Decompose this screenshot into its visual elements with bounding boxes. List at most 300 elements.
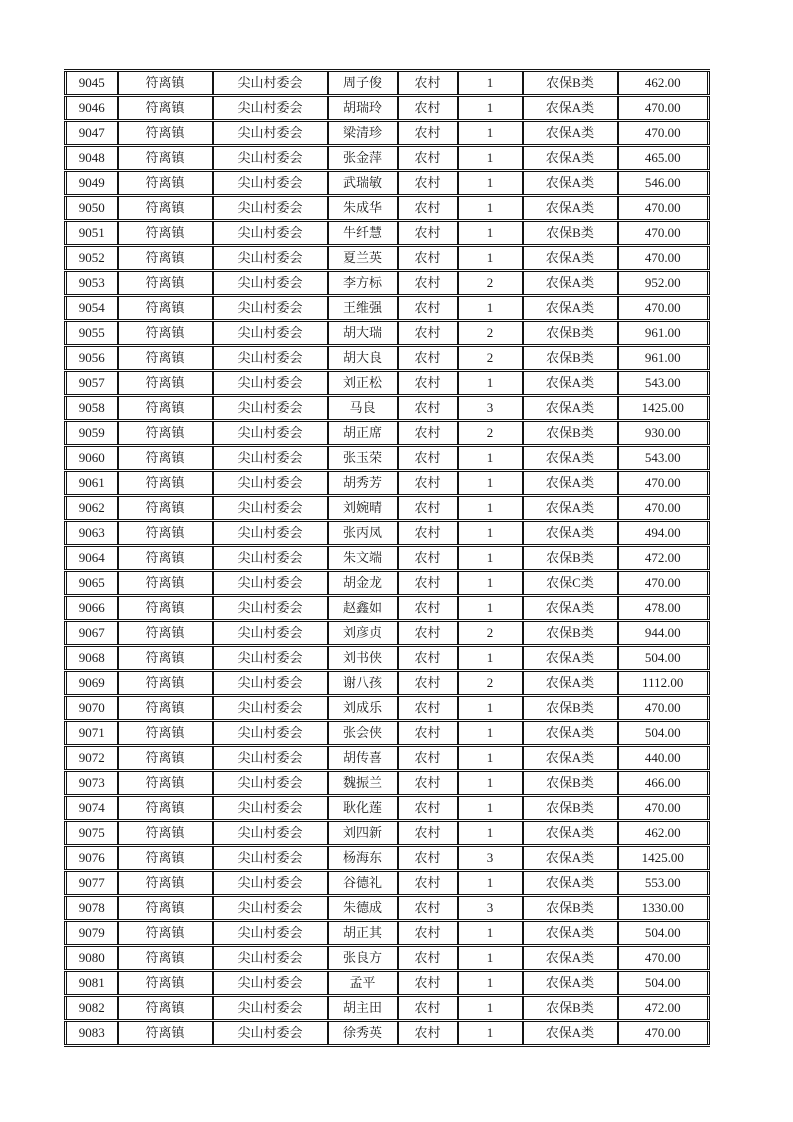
cell-amount: 470.00 <box>618 221 709 246</box>
cell-village-committee: 尖山村委会 <box>213 821 328 846</box>
cell-person-count: 2 <box>458 671 523 696</box>
table-row <box>66 596 709 621</box>
cell-town: 符离镇 <box>118 896 213 921</box>
cell-insurance-type: 农保A类 <box>523 471 618 496</box>
cell-person-count: 3 <box>458 896 523 921</box>
cell-record-id: 9076 <box>66 846 118 871</box>
cell-residence-type: 农村 <box>398 546 458 571</box>
cell-residence-type: 农村 <box>398 196 458 221</box>
cell-amount: 504.00 <box>618 721 709 746</box>
cell-person-name: 张玉荣 <box>328 446 398 471</box>
cell-insurance-type: 农保A类 <box>523 721 618 746</box>
cell-person-count: 1 <box>458 96 523 121</box>
cell-town: 符离镇 <box>118 571 213 596</box>
cell-person-count: 2 <box>458 621 523 646</box>
cell-residence-type: 农村 <box>398 396 458 421</box>
cell-amount: 944.00 <box>618 621 709 646</box>
cell-town: 符离镇 <box>118 421 213 446</box>
cell-record-id: 9065 <box>66 571 118 596</box>
cell-person-name: 张金萍 <box>328 146 398 171</box>
cell-residence-type: 农村 <box>398 146 458 171</box>
cell-town: 符离镇 <box>118 371 213 396</box>
table-row <box>66 796 709 821</box>
cell-record-id: 9051 <box>66 221 118 246</box>
cell-person-count: 1 <box>458 946 523 971</box>
cell-record-id: 9069 <box>66 671 118 696</box>
cell-amount: 470.00 <box>618 571 709 596</box>
cell-insurance-type: 农保A类 <box>523 371 618 396</box>
cell-insurance-type: 农保B类 <box>523 771 618 796</box>
cell-insurance-type: 农保A类 <box>523 146 618 171</box>
cell-town: 符离镇 <box>118 621 213 646</box>
table-row <box>66 696 709 721</box>
cell-town: 符离镇 <box>118 746 213 771</box>
cell-record-id: 9056 <box>66 346 118 371</box>
cell-insurance-type: 农保B类 <box>523 546 618 571</box>
table-row <box>66 96 709 121</box>
cell-amount: 470.00 <box>618 1021 709 1046</box>
cell-insurance-type: 农保A类 <box>523 921 618 946</box>
cell-person-name: 马良 <box>328 396 398 421</box>
cell-person-name: 刘婉晴 <box>328 496 398 521</box>
table-row <box>66 821 709 846</box>
cell-town: 符离镇 <box>118 796 213 821</box>
cell-village-committee: 尖山村委会 <box>213 996 328 1021</box>
cell-insurance-type: 农保A类 <box>523 821 618 846</box>
cell-person-name: 胡传喜 <box>328 746 398 771</box>
cell-village-committee: 尖山村委会 <box>213 221 328 246</box>
table-row <box>66 246 709 271</box>
cell-person-name: 胡秀芳 <box>328 471 398 496</box>
cell-person-name: 谷德礼 <box>328 871 398 896</box>
cell-record-id: 9060 <box>66 446 118 471</box>
cell-person-name: 武瑞敏 <box>328 171 398 196</box>
cell-residence-type: 农村 <box>398 446 458 471</box>
cell-town: 符离镇 <box>118 846 213 871</box>
cell-village-committee: 尖山村委会 <box>213 421 328 446</box>
cell-record-id: 9082 <box>66 996 118 1021</box>
cell-village-committee: 尖山村委会 <box>213 496 328 521</box>
cell-village-committee: 尖山村委会 <box>213 596 328 621</box>
cell-residence-type: 农村 <box>398 221 458 246</box>
cell-residence-type: 农村 <box>398 371 458 396</box>
cell-town: 符离镇 <box>118 346 213 371</box>
cell-town: 符离镇 <box>118 696 213 721</box>
cell-amount: 478.00 <box>618 596 709 621</box>
table-row <box>66 446 709 471</box>
cell-person-name: 谢八孩 <box>328 671 398 696</box>
cell-town: 符离镇 <box>118 471 213 496</box>
cell-residence-type: 农村 <box>398 871 458 896</box>
table-row <box>66 71 709 96</box>
cell-insurance-type: 农保A类 <box>523 96 618 121</box>
cell-residence-type: 农村 <box>398 421 458 446</box>
cell-insurance-type: 农保B类 <box>523 696 618 721</box>
cell-insurance-type: 农保A类 <box>523 496 618 521</box>
cell-town: 符离镇 <box>118 271 213 296</box>
cell-record-id: 9066 <box>66 596 118 621</box>
cell-residence-type: 农村 <box>398 671 458 696</box>
cell-amount: 470.00 <box>618 796 709 821</box>
cell-village-committee: 尖山村委会 <box>213 721 328 746</box>
table-row <box>66 121 709 146</box>
cell-town: 符离镇 <box>118 171 213 196</box>
cell-town: 符离镇 <box>118 446 213 471</box>
cell-person-name: 刘成乐 <box>328 696 398 721</box>
cell-person-name: 夏兰英 <box>328 246 398 271</box>
cell-town: 符离镇 <box>118 596 213 621</box>
cell-person-name: 朱文端 <box>328 546 398 571</box>
cell-town: 符离镇 <box>118 671 213 696</box>
table-row <box>66 1021 709 1046</box>
cell-village-committee: 尖山村委会 <box>213 196 328 221</box>
cell-amount: 961.00 <box>618 321 709 346</box>
cell-person-name: 张丙凤 <box>328 521 398 546</box>
cell-insurance-type: 农保A类 <box>523 396 618 421</box>
cell-person-name: 刘正松 <box>328 371 398 396</box>
cell-record-id: 9049 <box>66 171 118 196</box>
cell-person-name: 张会侠 <box>328 721 398 746</box>
cell-person-count: 1 <box>458 1021 523 1046</box>
cell-village-committee: 尖山村委会 <box>213 621 328 646</box>
table-row <box>66 321 709 346</box>
cell-insurance-type: 农保A类 <box>523 196 618 221</box>
cell-amount: 440.00 <box>618 746 709 771</box>
cell-person-count: 1 <box>458 246 523 271</box>
cell-person-name: 胡大瑞 <box>328 321 398 346</box>
cell-insurance-type: 农保B类 <box>523 346 618 371</box>
cell-record-id: 9057 <box>66 371 118 396</box>
cell-insurance-type: 农保A类 <box>523 121 618 146</box>
cell-insurance-type: 农保C类 <box>523 571 618 596</box>
cell-village-committee: 尖山村委会 <box>213 321 328 346</box>
cell-insurance-type: 农保A类 <box>523 296 618 321</box>
cell-residence-type: 农村 <box>398 921 458 946</box>
cell-insurance-type: 农保A类 <box>523 646 618 671</box>
cell-residence-type: 农村 <box>398 896 458 921</box>
cell-person-name: 胡金龙 <box>328 571 398 596</box>
cell-village-committee: 尖山村委会 <box>213 346 328 371</box>
cell-residence-type: 农村 <box>398 346 458 371</box>
cell-village-committee: 尖山村委会 <box>213 646 328 671</box>
cell-person-count: 1 <box>458 796 523 821</box>
cell-person-name: 牛纤慧 <box>328 221 398 246</box>
cell-amount: 494.00 <box>618 521 709 546</box>
cell-village-committee: 尖山村委会 <box>213 746 328 771</box>
table-row <box>66 296 709 321</box>
cell-insurance-type: 农保A类 <box>523 671 618 696</box>
cell-person-name: 胡瑞玲 <box>328 96 398 121</box>
cell-residence-type: 农村 <box>398 171 458 196</box>
cell-amount: 470.00 <box>618 96 709 121</box>
cell-person-name: 梁清珍 <box>328 121 398 146</box>
cell-insurance-type: 农保B类 <box>523 221 618 246</box>
cell-person-count: 1 <box>458 221 523 246</box>
cell-residence-type: 农村 <box>398 646 458 671</box>
cell-person-count: 2 <box>458 321 523 346</box>
table-row <box>66 471 709 496</box>
cell-town: 符离镇 <box>118 971 213 996</box>
cell-residence-type: 农村 <box>398 996 458 1021</box>
cell-person-count: 1 <box>458 746 523 771</box>
cell-person-count: 1 <box>458 696 523 721</box>
cell-record-id: 9073 <box>66 771 118 796</box>
cell-record-id: 9070 <box>66 696 118 721</box>
cell-record-id: 9068 <box>66 646 118 671</box>
cell-village-committee: 尖山村委会 <box>213 271 328 296</box>
cell-record-id: 9061 <box>66 471 118 496</box>
cell-person-name: 赵鑫如 <box>328 596 398 621</box>
cell-town: 符离镇 <box>118 121 213 146</box>
cell-insurance-type: 农保A类 <box>523 271 618 296</box>
cell-record-id: 9052 <box>66 246 118 271</box>
cell-person-name: 张良方 <box>328 946 398 971</box>
table-row <box>66 971 709 996</box>
cell-amount: 470.00 <box>618 946 709 971</box>
cell-residence-type: 农村 <box>398 246 458 271</box>
table-row <box>66 621 709 646</box>
cell-record-id: 9080 <box>66 946 118 971</box>
cell-insurance-type: 农保A类 <box>523 871 618 896</box>
cell-person-count: 1 <box>458 196 523 221</box>
cell-record-id: 9081 <box>66 971 118 996</box>
cell-person-name: 刘彦贞 <box>328 621 398 646</box>
cell-record-id: 9064 <box>66 546 118 571</box>
cell-person-count: 1 <box>458 446 523 471</box>
cell-village-committee: 尖山村委会 <box>213 921 328 946</box>
cell-record-id: 9046 <box>66 96 118 121</box>
cell-record-id: 9078 <box>66 896 118 921</box>
cell-person-count: 2 <box>458 421 523 446</box>
cell-residence-type: 农村 <box>398 471 458 496</box>
cell-residence-type: 农村 <box>398 696 458 721</box>
cell-village-committee: 尖山村委会 <box>213 1021 328 1046</box>
cell-town: 符离镇 <box>118 821 213 846</box>
cell-amount: 470.00 <box>618 496 709 521</box>
cell-person-count: 1 <box>458 596 523 621</box>
cell-amount: 543.00 <box>618 446 709 471</box>
cell-person-count: 1 <box>458 971 523 996</box>
cell-amount: 470.00 <box>618 121 709 146</box>
cell-village-committee: 尖山村委会 <box>213 671 328 696</box>
cell-amount: 470.00 <box>618 696 709 721</box>
cell-village-committee: 尖山村委会 <box>213 121 328 146</box>
cell-person-name: 朱成华 <box>328 196 398 221</box>
cell-village-committee: 尖山村委会 <box>213 471 328 496</box>
cell-person-count: 1 <box>458 121 523 146</box>
cell-person-count: 3 <box>458 846 523 871</box>
cell-person-count: 1 <box>458 546 523 571</box>
cell-town: 符离镇 <box>118 221 213 246</box>
cell-person-count: 1 <box>458 571 523 596</box>
cell-person-name: 杨海东 <box>328 846 398 871</box>
table-row <box>66 771 709 796</box>
table-row <box>66 871 709 896</box>
cell-record-id: 9071 <box>66 721 118 746</box>
cell-record-id: 9062 <box>66 496 118 521</box>
cell-person-name: 胡大良 <box>328 346 398 371</box>
cell-town: 符离镇 <box>118 1021 213 1046</box>
table-row <box>66 196 709 221</box>
cell-residence-type: 农村 <box>398 771 458 796</box>
cell-person-count: 1 <box>458 996 523 1021</box>
cell-amount: 465.00 <box>618 146 709 171</box>
cell-record-id: 9074 <box>66 796 118 821</box>
cell-residence-type: 农村 <box>398 321 458 346</box>
cell-amount: 472.00 <box>618 996 709 1021</box>
cell-person-name: 王维强 <box>328 296 398 321</box>
cell-insurance-type: 农保B类 <box>523 71 618 96</box>
cell-town: 符离镇 <box>118 321 213 346</box>
cell-town: 符离镇 <box>118 946 213 971</box>
table-row <box>66 146 709 171</box>
cell-residence-type: 农村 <box>398 271 458 296</box>
cell-residence-type: 农村 <box>398 121 458 146</box>
cell-town: 符离镇 <box>118 921 213 946</box>
cell-person-count: 1 <box>458 646 523 671</box>
cell-person-count: 1 <box>458 171 523 196</box>
cell-insurance-type: 农保A类 <box>523 171 618 196</box>
cell-village-committee: 尖山村委会 <box>213 971 328 996</box>
table-row <box>66 671 709 696</box>
cell-amount: 1112.00 <box>618 671 709 696</box>
cell-record-id: 9058 <box>66 396 118 421</box>
cell-insurance-type: 农保A类 <box>523 846 618 871</box>
cell-person-count: 1 <box>458 296 523 321</box>
table-row <box>66 571 709 596</box>
cell-town: 符离镇 <box>118 996 213 1021</box>
table-row <box>66 221 709 246</box>
cell-record-id: 9079 <box>66 921 118 946</box>
cell-person-name: 李方标 <box>328 271 398 296</box>
cell-town: 符离镇 <box>118 196 213 221</box>
cell-village-committee: 尖山村委会 <box>213 796 328 821</box>
cell-person-count: 1 <box>458 496 523 521</box>
cell-village-committee: 尖山村委会 <box>213 96 328 121</box>
cell-town: 符离镇 <box>118 771 213 796</box>
cell-town: 符离镇 <box>118 646 213 671</box>
cell-person-count: 2 <box>458 271 523 296</box>
cell-person-count: 1 <box>458 146 523 171</box>
cell-record-id: 9063 <box>66 521 118 546</box>
table-row <box>66 521 709 546</box>
cell-town: 符离镇 <box>118 496 213 521</box>
cell-town: 符离镇 <box>118 296 213 321</box>
cell-record-id: 9072 <box>66 746 118 771</box>
cell-village-committee: 尖山村委会 <box>213 146 328 171</box>
cell-person-count: 1 <box>458 921 523 946</box>
cell-person-name: 刘书侠 <box>328 646 398 671</box>
table-row <box>66 921 709 946</box>
table-row <box>66 721 709 746</box>
cell-record-id: 9053 <box>66 271 118 296</box>
cell-person-name: 胡正其 <box>328 921 398 946</box>
cell-village-committee: 尖山村委会 <box>213 846 328 871</box>
cell-person-count: 1 <box>458 771 523 796</box>
cell-record-id: 9067 <box>66 621 118 646</box>
cell-residence-type: 农村 <box>398 496 458 521</box>
cell-person-count: 2 <box>458 346 523 371</box>
cell-person-name: 胡正席 <box>328 421 398 446</box>
cell-village-committee: 尖山村委会 <box>213 546 328 571</box>
cell-village-committee: 尖山村委会 <box>213 896 328 921</box>
table-row <box>66 646 709 671</box>
cell-amount: 952.00 <box>618 271 709 296</box>
cell-residence-type: 农村 <box>398 296 458 321</box>
cell-village-committee: 尖山村委会 <box>213 371 328 396</box>
cell-insurance-type: 农保A类 <box>523 521 618 546</box>
cell-person-count: 1 <box>458 521 523 546</box>
cell-village-committee: 尖山村委会 <box>213 71 328 96</box>
cell-person-count: 1 <box>458 821 523 846</box>
cell-residence-type: 农村 <box>398 96 458 121</box>
cell-town: 符离镇 <box>118 521 213 546</box>
table-row <box>66 346 709 371</box>
cell-person-name: 周子俊 <box>328 71 398 96</box>
cell-amount: 504.00 <box>618 971 709 996</box>
cell-insurance-type: 农保A类 <box>523 446 618 471</box>
cell-village-committee: 尖山村委会 <box>213 521 328 546</box>
cell-record-id: 9077 <box>66 871 118 896</box>
cell-amount: 930.00 <box>618 421 709 446</box>
cell-record-id: 9050 <box>66 196 118 221</box>
cell-town: 符离镇 <box>118 871 213 896</box>
cell-person-name: 徐秀英 <box>328 1021 398 1046</box>
cell-insurance-type: 农保B类 <box>523 321 618 346</box>
cell-person-name: 刘四新 <box>328 821 398 846</box>
cell-village-committee: 尖山村委会 <box>213 771 328 796</box>
cell-village-committee: 尖山村委会 <box>213 246 328 271</box>
cell-insurance-type: 农保A类 <box>523 946 618 971</box>
cell-insurance-type: 农保B类 <box>523 621 618 646</box>
cell-insurance-type: 农保B类 <box>523 896 618 921</box>
cell-residence-type: 农村 <box>398 521 458 546</box>
cell-record-id: 9047 <box>66 121 118 146</box>
cell-person-name: 魏振兰 <box>328 771 398 796</box>
table-row <box>66 371 709 396</box>
cell-insurance-type: 农保A类 <box>523 746 618 771</box>
cell-insurance-type: 农保B类 <box>523 996 618 1021</box>
payment-table <box>64 69 710 1047</box>
cell-amount: 1425.00 <box>618 846 709 871</box>
cell-residence-type: 农村 <box>398 846 458 871</box>
cell-person-name: 耿化莲 <box>328 796 398 821</box>
cell-residence-type: 农村 <box>398 596 458 621</box>
cell-town: 符离镇 <box>118 721 213 746</box>
cell-person-count: 1 <box>458 871 523 896</box>
cell-record-id: 9054 <box>66 296 118 321</box>
cell-residence-type: 农村 <box>398 621 458 646</box>
table-row <box>66 746 709 771</box>
cell-residence-type: 农村 <box>398 971 458 996</box>
cell-amount: 546.00 <box>618 171 709 196</box>
cell-insurance-type: 农保A类 <box>523 971 618 996</box>
cell-person-count: 3 <box>458 396 523 421</box>
table-row <box>66 271 709 296</box>
table-body <box>66 71 709 1046</box>
cell-person-name: 胡主田 <box>328 996 398 1021</box>
cell-amount: 504.00 <box>618 921 709 946</box>
cell-amount: 462.00 <box>618 71 709 96</box>
cell-residence-type: 农村 <box>398 796 458 821</box>
cell-residence-type: 农村 <box>398 746 458 771</box>
cell-residence-type: 农村 <box>398 946 458 971</box>
cell-amount: 553.00 <box>618 871 709 896</box>
cell-amount: 470.00 <box>618 471 709 496</box>
table-row <box>66 996 709 1021</box>
cell-person-name: 朱德成 <box>328 896 398 921</box>
table-row <box>66 396 709 421</box>
